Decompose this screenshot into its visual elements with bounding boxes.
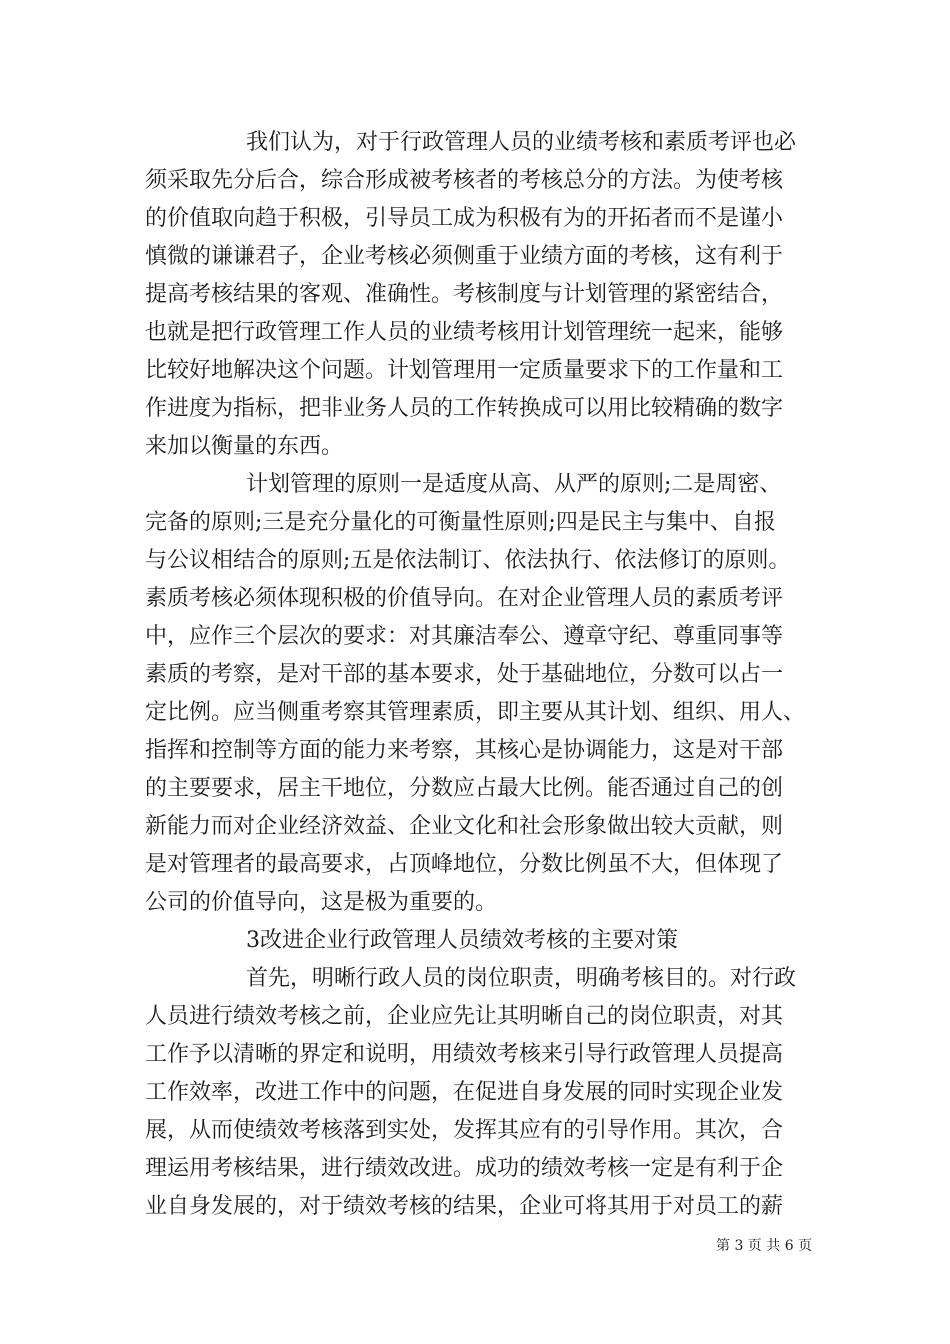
paragraph-1-line-5: 提高考核结果的客观、准确性。考核制度与计划管理的紧密结合， bbox=[145, 282, 784, 307]
paragraph-1-line-7: 比较好地解决这个问题。计划管理用一定质量要求下的工作量和工 bbox=[145, 358, 784, 383]
paragraph-2-line-5: 中，应作三个层次的要求：对其廉洁奉公、遵章守纪、尊重同事等 bbox=[145, 624, 784, 649]
paragraph-1-line-1: 我们认为，对于行政管理人员的业绩考核和素质考评也必 bbox=[246, 130, 797, 155]
paragraph-3-line-5: 展，从而使绩效考核落到实处，发挥其应有的引导作用。其次，合 bbox=[145, 1118, 784, 1143]
section-heading: 3改进企业行政管理人员绩效考核的主要对策 bbox=[246, 928, 678, 953]
paragraph-3-line-2: 人员进行绩效考核之前，企业应先让其明晰自己的岗位职责，对其 bbox=[145, 1004, 784, 1029]
paragraph-1-line-2: 须采取先分后合，综合形成被考核者的考核总分的方法。为使考核 bbox=[145, 168, 784, 193]
paragraph-2-line-12: 公司的价值导向，这是极为重要的。 bbox=[145, 890, 498, 915]
paragraph-2-line-11: 是对管理者的最高要求，占顶峰地位，分数比例虽不大，但体现了 bbox=[145, 852, 784, 877]
paragraph-1-line-6: 也就是把行政管理工作人员的业绩考核用计划管理统一起来，能够 bbox=[145, 320, 784, 345]
page-number-footer: 第 3 页 共 6 页 bbox=[716, 1238, 813, 1254]
paragraph-2-line-8: 指挥和控制等方面的能力来考察，其核心是协调能力，这是对干部 bbox=[145, 738, 784, 763]
paragraph-1-line-3: 的价值取向趋于积极，引导员工成为积极有为的开拓者而不是谨小 bbox=[145, 206, 784, 231]
paragraph-2-line-9: 的主要要求，居主干地位，分数应占最大比例。能否通过自己的创 bbox=[145, 776, 784, 801]
paragraph-2-line-4: 素质考核必须体现积极的价值导向。在对企业管理人员的素质考评 bbox=[145, 586, 784, 611]
paragraph-1-line-8: 作进度为指标，把非业务人员的工作转换成可以用比较精确的数字 bbox=[145, 396, 784, 421]
paragraph-3-line-1: 首先，明晰行政人员的岗位职责，明确考核目的。对行政 bbox=[246, 966, 797, 991]
paragraph-3-line-3: 工作予以清晰的界定和说明，用绩效考核来引导行政管理人员提高 bbox=[145, 1042, 784, 1067]
paragraph-2-line-6: 素质的考察，是对干部的基本要求，处于基础地位，分数可以占一 bbox=[145, 662, 784, 687]
paragraph-3-line-7: 业自身发展的，对于绩效考核的结果，企业可将其用于对员工的薪 bbox=[145, 1194, 784, 1219]
paragraph-2-line-1: 计划管理的原则一是适度从高、从严的原则;二是周密、 bbox=[246, 472, 782, 497]
paragraph-2-line-10: 新能力而对企业经济效益、企业文化和社会形象做出较大贡献，则 bbox=[145, 814, 784, 839]
paragraph-2-line-2: 完备的原则;三是充分量化的可衡量性原则;四是民主与集中、自报 bbox=[145, 510, 776, 535]
paragraph-3-line-6: 理运用考核结果，进行绩效改进。成功的绩效考核一定是有利于企 bbox=[145, 1156, 784, 1181]
paragraph-2-line-3: 与公议相结合的原则;五是依法制订、依法执行、依法修订的原则。 bbox=[145, 548, 791, 573]
paragraph-3-line-4: 工作效率，改进工作中的问题，在促进自身发展的同时实现企业发 bbox=[145, 1080, 784, 1105]
paragraph-1-line-9: 来加以衡量的东西。 bbox=[145, 434, 344, 459]
paragraph-2-line-7: 定比例。应当侧重考察其管理素质，即主要从其计划、组织、用人、 bbox=[145, 700, 806, 725]
paragraph-1-line-4: 慎微的谦谦君子，企业考核必须侧重于业绩方面的考核，这有利于 bbox=[145, 244, 784, 269]
